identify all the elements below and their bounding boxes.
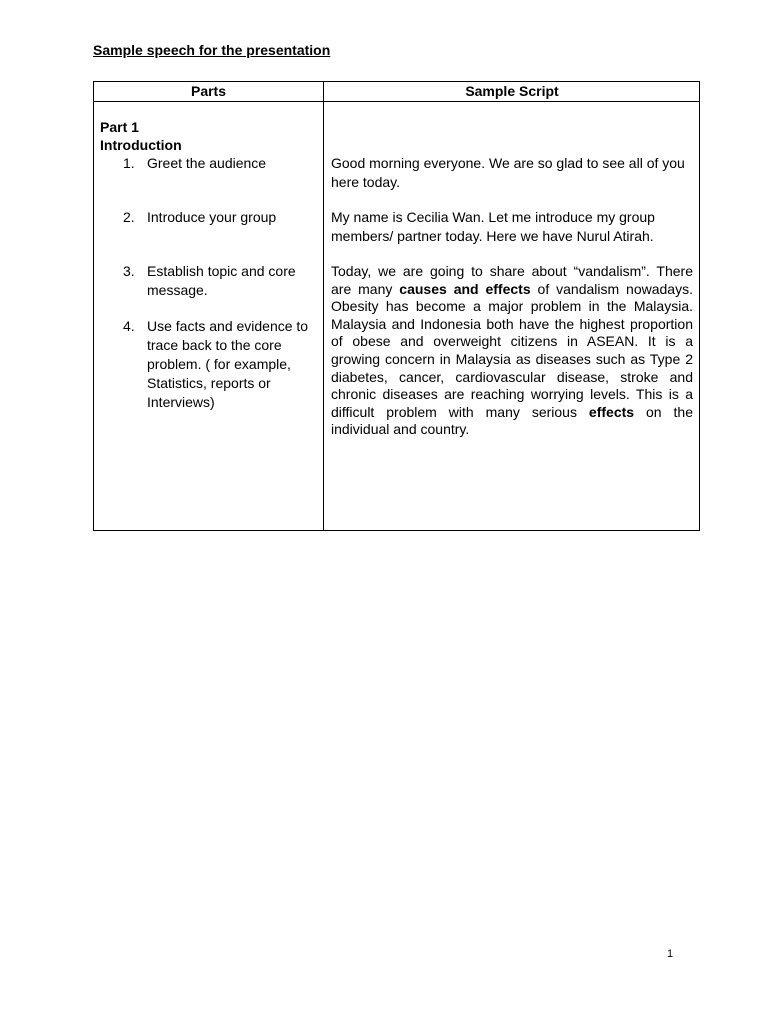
step-number: 1.	[123, 155, 135, 171]
script-introduction: My name is Cecilia Wan. Let me introduce my group members/ partner today. Here we have Nurul Atirah.	[331, 209, 655, 244]
step-text: Introduce your group	[147, 209, 277, 225]
script-topic-text: on the individual and country.	[331, 403, 693, 438]
script-topic-emphasis: causes and effects	[399, 280, 531, 297]
step-text: Greet the audience	[147, 155, 267, 171]
step-item	[123, 262, 318, 300]
speech-table	[93, 81, 700, 531]
header-sample-script: Sample Script	[465, 83, 559, 99]
step-text: Use facts and evidence to trace back to the core problem. ( for example, Statistics, reports or Interviews)	[147, 318, 309, 410]
section-label: Introduction	[100, 137, 182, 153]
script-topic-text: of vandalism nowadays. Obesity has become a major problem in the Malaysia. Malaysia and Indonesia both have the highest proportion of obese and overweight citizens in ASEAN. It is a growing concern in Malaysia as diseases such as Type 2 diabetes, cancer, cardiovascular disease, stroke and chronic diseases are reaching worrying levels. This is a difficult problem with many serious	[331, 280, 693, 420]
script-topic-text: Today, we are going to share about “vandalism”. There are many	[331, 263, 693, 297]
script-greeting: Good morning everyone. We are so glad to see all of you here today.	[331, 155, 685, 190]
step-text: Establish topic and core message.	[147, 263, 296, 298]
header-parts: Parts	[190, 83, 227, 99]
document-title: Sample speech for the presentation	[93, 42, 331, 58]
script-topic	[331, 263, 693, 439]
part-label: Part 1	[100, 119, 139, 135]
step-item	[123, 317, 318, 412]
page-number: 1	[667, 948, 674, 960]
step-number: 2.	[123, 209, 135, 225]
step-number: 3.	[123, 263, 135, 279]
script-topic-emphasis: effects	[588, 403, 635, 420]
step-item	[123, 154, 318, 173]
column-divider	[323, 82, 324, 530]
header-divider	[94, 101, 699, 102]
step-item	[123, 208, 318, 227]
step-number: 4.	[123, 318, 135, 334]
